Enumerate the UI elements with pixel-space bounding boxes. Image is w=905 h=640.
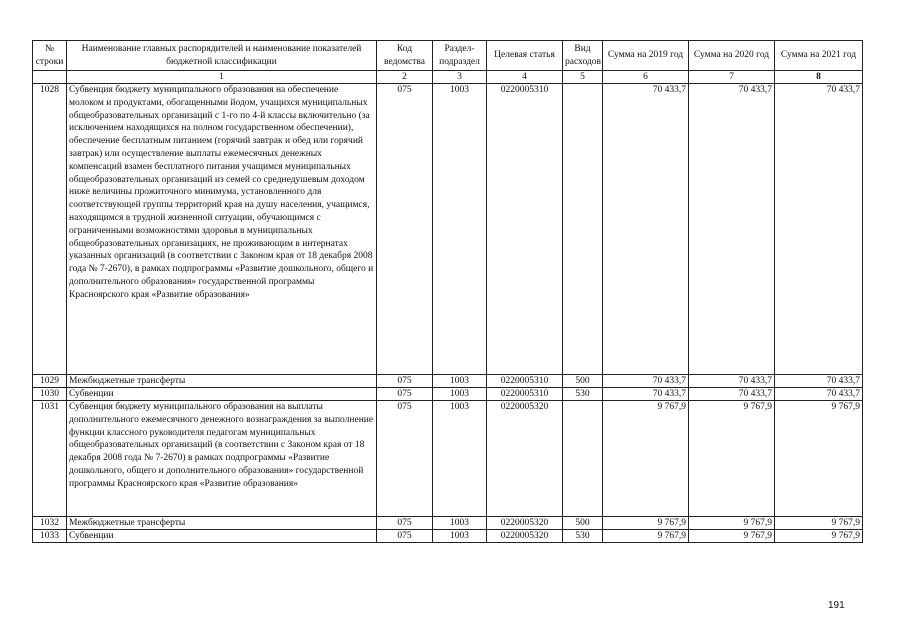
- row-sum-2021: 9 767,9: [775, 530, 863, 543]
- column-number: 3: [433, 71, 487, 84]
- row-number: 1031: [33, 401, 67, 517]
- row-dept-code: 075: [377, 401, 433, 517]
- row-name: Межбюджетные трансферты: [67, 517, 377, 530]
- row-section: 1003: [433, 388, 487, 401]
- column-number: 8: [775, 71, 863, 84]
- column-number: 5: [563, 71, 603, 84]
- column-number: 4: [487, 71, 563, 84]
- row-dept-code: 075: [377, 388, 433, 401]
- row-sum-2021: 70 433,7: [775, 84, 863, 375]
- row-number: 1033: [33, 530, 67, 543]
- row-expense-type: 500: [563, 517, 603, 530]
- row-name: Межбюджетные трансферты: [67, 375, 377, 388]
- row-sum-2021: 70 433,7: [775, 388, 863, 401]
- header-row: [33, 41, 863, 71]
- header-sum-2021: Сумма на 2021 год: [775, 41, 863, 71]
- row-name: Субвенции: [67, 530, 377, 543]
- row-sum-2020: 9 767,9: [689, 401, 775, 517]
- header-sum-2019: Сумма на 2019 год: [603, 41, 689, 71]
- page-number: 191: [828, 600, 845, 611]
- row-name: Субвенция бюджету муниципального образования на выплаты дополнительного ежемесячного денежного вознаграждения за выполнение функции классного руководителя педагогам муниципальных общеобразовательных организаций (в соответствии с Законом края от 18 декабря 2008 года № 7-2670) в рамках подпрограммы «Развитие дошкольного, общего и дополнительного образования» государственной программы Красноярского края «Развитие образования»: [67, 401, 377, 517]
- row-expense-type: [563, 401, 603, 517]
- row-expense-type: 500: [563, 375, 603, 388]
- row-target: 0220005310: [487, 84, 563, 375]
- table-row: [33, 375, 863, 388]
- row-number: 1029: [33, 375, 67, 388]
- row-section: 1003: [433, 517, 487, 530]
- row-number: 1028: [33, 84, 67, 375]
- row-target: 0220005320: [487, 530, 563, 543]
- row-number: 1030: [33, 388, 67, 401]
- row-sum-2020: 70 433,7: [689, 84, 775, 375]
- row-expense-type: 530: [563, 388, 603, 401]
- table-row: [33, 530, 863, 543]
- row-expense-type: [563, 84, 603, 375]
- row-sum-2019: 70 433,7: [603, 375, 689, 388]
- row-sum-2021: 70 433,7: [775, 375, 863, 388]
- row-sum-2019: 9 767,9: [603, 517, 689, 530]
- row-name: Субвенция бюджету муниципального образования на обеспечение молоком и продуктами, обогащенными йодом, учащихся муниципальных общеобразовательных организаций с 1-го по 4-й классы включительно (за исключением находящихся на полном государственном обеспечении), обеспечение бесплатным питанием (горячий завтрак и обед или горячий завтрак) или осуществление выплаты ежемесячных денежных компенсаций взамен бесплатного питания учащимся муниципальных общеобразовательных организаций из семей со среднедушевым доходом ниже величины прожиточного минимума, установленного для соответствующей группы территорий края на душу населения, учащимся, находящимся в трудной жизненной ситуации, обучающимся с ограниченными возможностями здоровья в муниципальных общеобразовательных организациях, не проживающим в интернатах указанных организаций (в соответствии с Законом края от 18 декабря 2008 года № 7-2670), в рамках подпрограммы «Развитие дошкольного, общего и дополнительного образования» государственной программы Красноярского края «Развитие образования»: [67, 84, 377, 375]
- row-sum-2021: 9 767,9: [775, 517, 863, 530]
- row-dept-code: 075: [377, 517, 433, 530]
- column-number: 7: [689, 71, 775, 84]
- row-section: 1003: [433, 375, 487, 388]
- row-sum-2020: 9 767,9: [689, 530, 775, 543]
- row-sum-2019: 70 433,7: [603, 388, 689, 401]
- row-sum-2020: 70 433,7: [689, 375, 775, 388]
- header-expense-type: Вид расходов: [563, 41, 603, 71]
- row-section: 1003: [433, 530, 487, 543]
- row-sum-2021: 9 767,9: [775, 401, 863, 517]
- row-target: 0220005320: [487, 401, 563, 517]
- column-number: [33, 71, 67, 84]
- table-row: [33, 388, 863, 401]
- row-target: 0220005310: [487, 375, 563, 388]
- header-section: Раздел-подраздел: [433, 41, 487, 71]
- table-row: [33, 401, 863, 517]
- row-dept-code: 075: [377, 84, 433, 375]
- row-number: 1032: [33, 517, 67, 530]
- row-section: 1003: [433, 84, 487, 375]
- table-row: [33, 84, 863, 375]
- column-number: 1: [67, 71, 377, 84]
- header-row-no: № строки: [33, 41, 67, 71]
- column-number: 6: [603, 71, 689, 84]
- row-dept-code: 075: [377, 530, 433, 543]
- row-expense-type: 530: [563, 530, 603, 543]
- row-dept-code: 075: [377, 375, 433, 388]
- row-name: Субвенции: [67, 388, 377, 401]
- row-sum-2019: 70 433,7: [603, 84, 689, 375]
- column-number-row: [33, 71, 863, 84]
- table-row: [33, 517, 863, 530]
- row-sum-2020: 9 767,9: [689, 517, 775, 530]
- row-target: 0220005310: [487, 388, 563, 401]
- row-sum-2019: 9 767,9: [603, 401, 689, 517]
- budget-table: [32, 40, 863, 543]
- header-target: Целевая статья: [487, 41, 563, 71]
- row-target: 0220005320: [487, 517, 563, 530]
- row-sum-2020: 70 433,7: [689, 388, 775, 401]
- header-dept-code: Код ведомства: [377, 41, 433, 71]
- header-name: Наименование главных распорядителей и наименование показателей бюджетной классификации: [67, 41, 377, 71]
- header-sum-2020: Сумма на 2020 год: [689, 41, 775, 71]
- column-number: 2: [377, 71, 433, 84]
- row-section: 1003: [433, 401, 487, 517]
- row-sum-2019: 9 767,9: [603, 530, 689, 543]
